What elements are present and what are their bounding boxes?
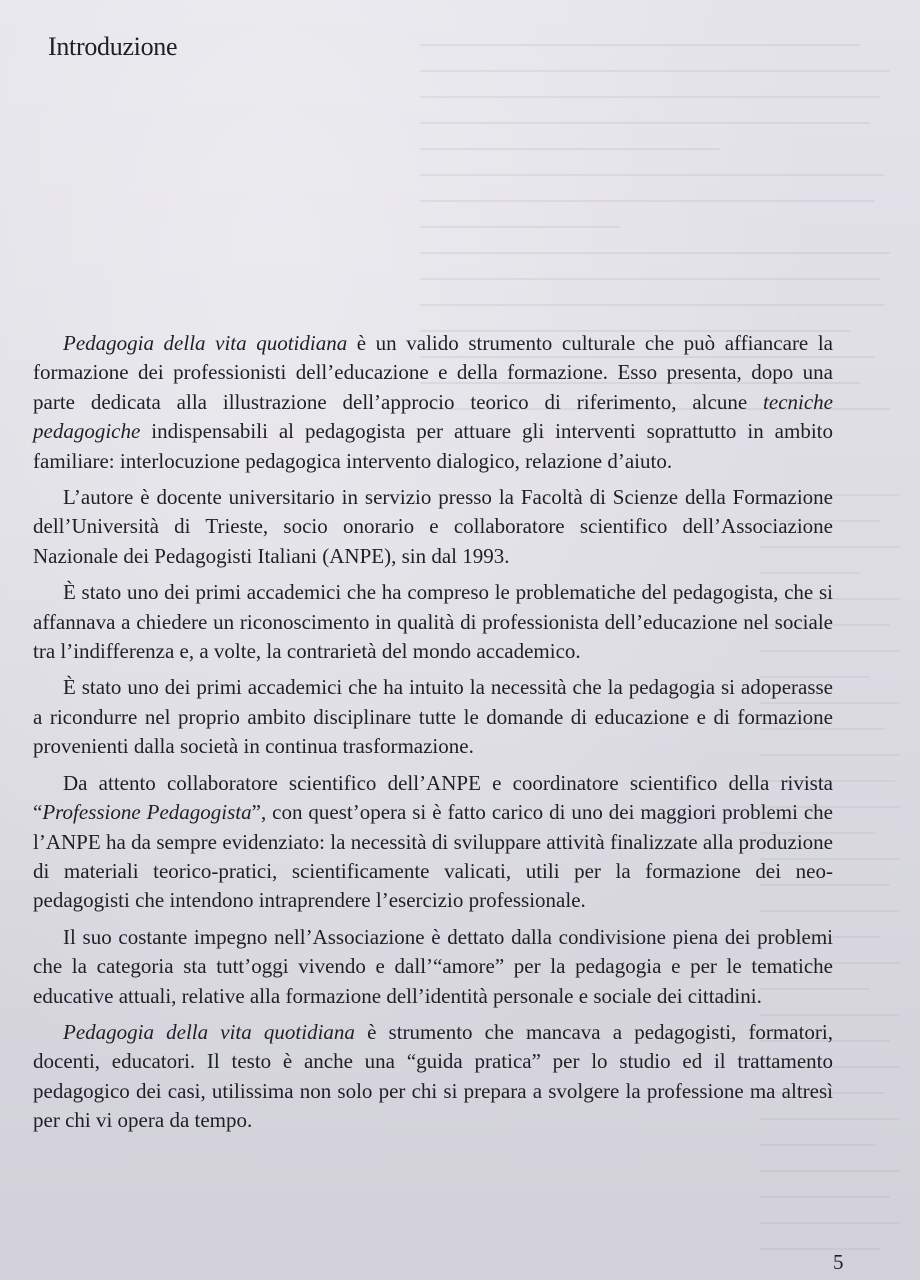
paragraph-text: è strumento che mancava a pedagogisti, formatori, docenti, educatori. Il testo è anche una “guida pratica” per lo studio ed il trattamento pedagogico dei casi, utilissima non solo per chi si prepara a svolgere la professione ma altresì per chi vi opera da tempo. [33,1019,833,1133]
paragraph-text: indispensabili al pedagogista per attuare gli interventi soprattutto in ambito familiare: interlocuzione pedagogica intervento dialogico, relazione d’aiuto. [33,419,833,473]
paragraph-2: L’autore è docente universitario in servizio presso la Facoltà di Scienze della Formazione dell’Università di Trieste, socio onorario e collaboratore scientifico dell’Associazione Nazionale dei Pedagogisti Italiani (ANPE), sin dal 1993. [33,485,833,568]
paragraph-text: ”, con quest’opera si è fatto carico di uno dei maggiori problemi che l’ANPE ha da sempre evidenziato: la necessità di sviluppare attività finalizzate alla produzione di materiali teorico-pratici, scientificamente valicati, utili per la formazione dei neo-pedagogisti che intendono intraprendere l’esercizio professionale. [33,800,833,913]
book-title-italic: Pedagogia della vita quotidiana [63,331,348,355]
body-text [33,329,833,1143]
paragraph-text: Da attento collaboratore scientifico dell’ANPE e coordinatore scientifico della rivista “ [33,770,833,825]
paragraph-5 [33,769,833,916]
italic-phrase: tecniche pedagogiche [33,389,833,444]
journal-title-italic: Professione Pedagogista [42,800,252,825]
paragraph-text: è un valido strumento culturale che può affiancare la formazione dei professionisti dell’educazione e della formazione. Esso presenta, dopo una parte dedicata alla illustrazione dell’approcio teorico di riferimento, alcune [33,331,833,414]
page-heading: Introduzione [48,32,178,61]
paragraph-6: Il suo costante impegno nell’Associazione è dettato dalla condivisione piena dei problemi che la categoria sta tutt’oggi vivendo e dall’“amore” per la pedagogia e per le tematiche educative attuali, relative alla formazione dell’identità personale e sociale dei cittadini. [33,924,833,1008]
paragraph-1 [33,329,833,476]
page-number: 5 [833,1250,844,1274]
book-title-italic: Pedagogia della vita quotidiana [63,1019,355,1044]
paragraph-7 [33,1018,833,1136]
paragraph-3: È stato uno dei primi accademici che ha compreso le problematiche del pedagogista, che si affannava a chiedere un riconoscimento in qualità di professionista dell’educazione nel sociale tra l’indifferenza e, a volte, la contrarietà del mondo accademico. [33,580,833,664]
paragraph-4: È stato uno dei primi accademici che ha intuito la necessità che la pedagogia si adoperasse a ricondurre nel proprio ambito disciplinare tutte le domande di educazione e di formazione provenienti dalla società in continua trasformazione. [33,675,833,759]
